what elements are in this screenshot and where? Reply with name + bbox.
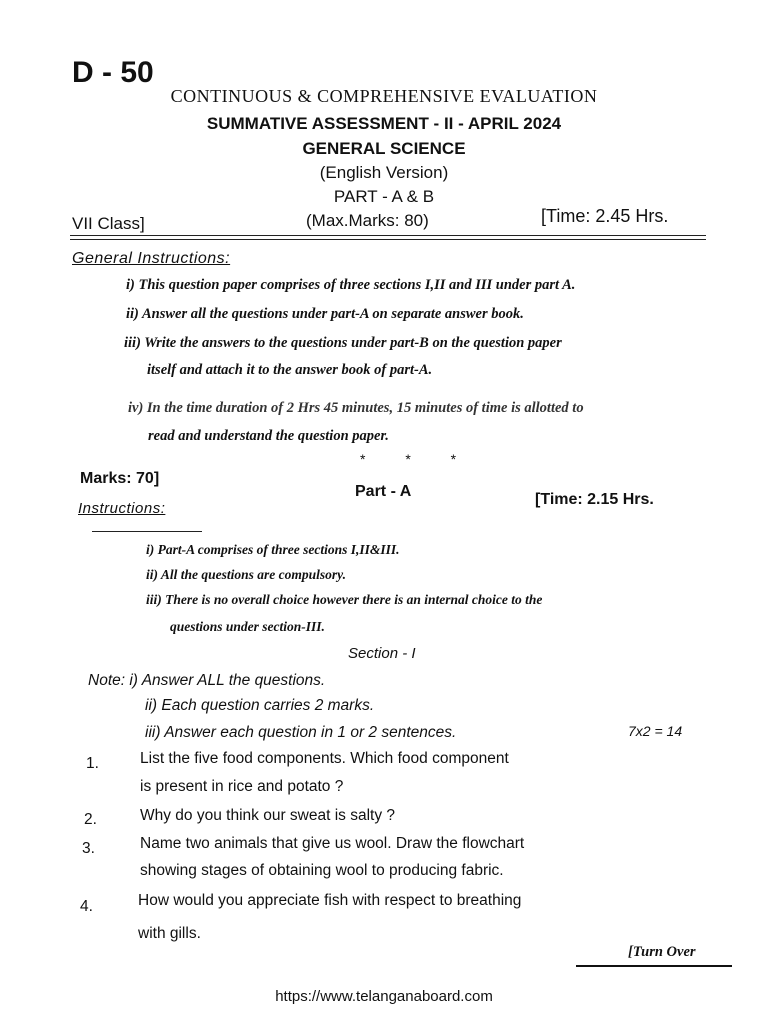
section-1-note-3: iii) Answer each question in 1 or 2 sentences. [145, 724, 457, 741]
question-2-number: 2. [84, 811, 97, 828]
section-1-note-2: ii) Each question carries 2 marks. [145, 697, 375, 714]
question-3-number: 3. [82, 840, 95, 857]
general-instructions-title: General Instructions: [72, 250, 231, 267]
part-a-instruction-2: ii) All the questions are compulsory. [146, 567, 347, 582]
question-1-line-2: is present in rice and potato ? [140, 778, 344, 795]
part-a-marks: Marks: 70] [80, 470, 160, 487]
turn-over-label: [Turn Over [628, 944, 696, 960]
question-3-line-1: Name two animals that give us wool. Draw the flowchart [140, 835, 525, 852]
part-a-time: [Time: 2.15 Hrs. [535, 491, 654, 508]
footer-url[interactable]: https://www.telanganaboard.com [275, 988, 493, 1005]
separator-stars: * * * [360, 451, 475, 467]
general-instruction-2: ii) Answer all the questions under part-A on separate answer book. [126, 306, 524, 322]
instructions-rule [92, 531, 202, 532]
header-rule [70, 235, 706, 236]
section-1-title: Section - I [348, 645, 416, 662]
question-4-number: 4. [80, 898, 93, 915]
question-4-line-1: How would you appreciate fish with respect to breathing [138, 892, 522, 909]
header-line-part: PART - A & B [333, 187, 435, 206]
part-a-instruction-3-cont: questions under section-III. [170, 619, 325, 634]
part-a-title: Part - A [355, 483, 412, 500]
question-1-line-1: List the five food components. Which food component [140, 750, 509, 767]
header-rule-2 [70, 239, 706, 240]
paper-code: D - 50 [72, 56, 154, 89]
section-1-marks: 7x2 = 14 [628, 723, 683, 739]
header-line-assessment: SUMMATIVE ASSESSMENT - II - APRIL 2024 [206, 114, 562, 133]
section-1-note-1: Note: i) Answer ALL the questions. [88, 672, 326, 689]
class-label: VII Class] [72, 214, 145, 233]
general-instruction-4-cont: read and understand the question paper. [148, 428, 389, 444]
part-a-instructions-title: Instructions: [78, 500, 166, 517]
general-instruction-1: i) This question paper comprises of three sections I,II and III under part A. [126, 277, 576, 293]
header-line-subject: GENERAL SCIENCE [302, 139, 466, 158]
question-3-line-2: showing stages of obtaining wool to producing fabric. [140, 862, 504, 879]
question-4-line-2: with gills. [138, 925, 201, 942]
part-a-instruction-1: i) Part-A comprises of three sections I,II&III. [146, 542, 400, 557]
question-1-number: 1. [86, 755, 99, 772]
max-marks: (Max.Marks: 80) [306, 211, 429, 230]
total-time: [Time: 2.45 Hrs. [541, 206, 669, 226]
general-instruction-3-cont: itself and attach it to the answer book of part-A. [147, 362, 433, 378]
general-instruction-3: iii) Write the answers to the questions under part-B on the question paper [124, 335, 562, 351]
turn-over-rule [576, 965, 732, 967]
part-a-instruction-3: iii) There is no overall choice however there is an internal choice to the [146, 592, 543, 607]
general-instruction-4: iv) In the time duration of 2 Hrs 45 minutes, 15 minutes of time is allotted to [128, 400, 584, 416]
header-line-cce: CONTINUOUS & COMPREHENSIVE EVALUATION [170, 86, 598, 106]
question-2-line-1: Why do you think our sweat is salty ? [140, 807, 396, 824]
header-line-version: (English Version) [319, 163, 449, 182]
